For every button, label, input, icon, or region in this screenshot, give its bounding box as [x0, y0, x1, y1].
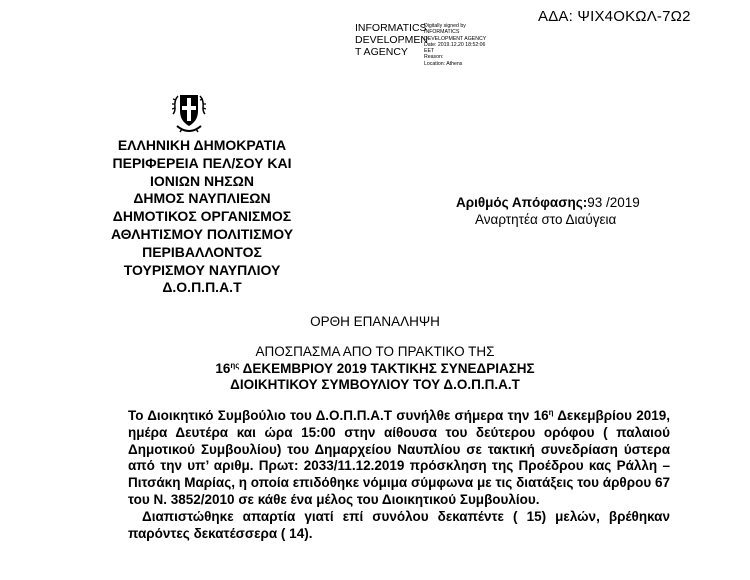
extract-line [0, 361, 750, 378]
posting-note: Αναρτητέα στο Διαύγεια [475, 212, 617, 227]
issuer-line: ΔΗΜΟΤΙΚΟΣ ΟΡΓΑΝΙΣΜΟΣ [112, 208, 292, 225]
issuer-line: ΑΘΛΗΤΙΣΜΟΥ ΠΟΛΙΤΙΣΜΟΥ [110, 225, 294, 242]
decision-number: 93 /2019 [587, 195, 640, 210]
greek-coat-of-arms-icon [172, 92, 206, 139]
issuer-line: ΙΟΝΙΩΝ ΝΗΣΩΝ [150, 172, 254, 189]
issuer-line: ΕΛΛΗΝΙΚΗ ΔΗΜΟΚΡΑΤΙΑ [117, 137, 287, 153]
signature-detail-line: Location: Athens [424, 60, 463, 67]
issuer-line: Δ.Ο.Π.Π.Α.Τ [162, 279, 242, 296]
signature-detail-line: Reason: [424, 54, 444, 61]
signature-detail-line: EET [424, 48, 435, 55]
body-day-suffix: η [548, 408, 554, 417]
reprint-title: ΟΡΘΗ ΕΠΑΝΑΛΗΨΗ [310, 314, 440, 329]
signature-detail-line: Date: 2019.12.20 18:52:06 [424, 41, 486, 48]
body-paragraph: Διαπιστώθηκε απαρτία γιατί επί συνόλου δεκαπέντε ( 15) μελών, βρέθηκαν παρόντες δεκατέσσερα ( 14). [128, 508, 670, 541]
body-text-start: Το Διοικητικό Συμβούλιο του Δ.Ο.Π.Π.Α.Τ συνήλθε σήμερα την 16 [128, 408, 549, 423]
decision-info [456, 194, 640, 228]
extract-heading [0, 344, 750, 394]
digital-signature-details [424, 23, 514, 67]
extract-day-suffix: ης [230, 360, 240, 370]
body-paragraph [128, 408, 670, 509]
extract-day: 16 [215, 360, 231, 376]
issuer-block [86, 137, 318, 297]
minutes-body [128, 408, 670, 542]
issuer-line: ΔΗΜΟΣ ΝΑΥΠΛΙΕΩΝ [133, 190, 271, 207]
digital-signature-signer [355, 22, 428, 58]
extract-line-rest: ΔΕΚΕΜΒΡΙΟΥ 2019 ΤΑΚΤΙΚΗΣ ΣΥΝΕΔΡΙΑΣΗΣ [239, 360, 535, 376]
extract-line: ΑΠΟΣΠΑΣΜΑ ΑΠΟ ΤΟ ΠΡΑΚΤΙΚΟ ΤΗΣ [255, 344, 495, 359]
decision-label: Αριθμός Απόφασης: [456, 195, 588, 210]
signature-detail-line: INFORMATICS [424, 29, 460, 36]
signature-detail-line: DEVELOPMENT AGENCY [424, 35, 487, 42]
issuer-line: ΤΟΥΡΙΣΜΟΥ ΝΑΥΠΛΙΟΥ [123, 261, 281, 278]
body-text-rest: Δεκεμβρίου 2019, ημέρα Δευτέρα και ώρα 15:00 στην αίθουσα του δεύτερου ορόφου ( παλαιού Δημοτικού Συμβουλίου) του Δημαρχείου Ναυπλίου σε τακτική συνεδρίαση ύστερα από την υπ’ αριθμ. Πρωτ: 2033/11.12.2019 πρόσκληση της Προέδρου κας Ράλλη – Πιτσάκη Μαρίας, η οποία επιδόθηκε νόμιμα σύμφωνα με τις διατάξεις του άρθρου 67 του Ν. 3852/2010 σε κάθε ένα μέλος του Διοικητικού Συμβουλίου. [128, 408, 670, 507]
signer-line: T AGENCY [355, 46, 408, 58]
issuer-line: ΠΕΡΙΦΕΡΕΙΑ ΠΕΛ/ΣΟΥ ΚΑΙ [112, 154, 292, 171]
extract-line: ΔΙΟΙΚΗΤΙΚΟΥ ΣΥΜΒΟΥΛΙΟΥ ΤΟΥ Δ.Ο.Π.Π.Α.Τ [230, 377, 520, 392]
ada-code: ΑΔΑ: ΨΙΧ4ΟΚΩΛ-7Ω2 [538, 8, 691, 25]
signer-line: DEVELOPMEN [355, 34, 428, 46]
signer-line: INFORMATICS [355, 22, 427, 34]
issuer-line: ΠΕΡΙΒΑΛΛΟΝΤΟΣ [142, 243, 262, 260]
signature-detail-line: Digitally signed by [424, 23, 466, 29]
